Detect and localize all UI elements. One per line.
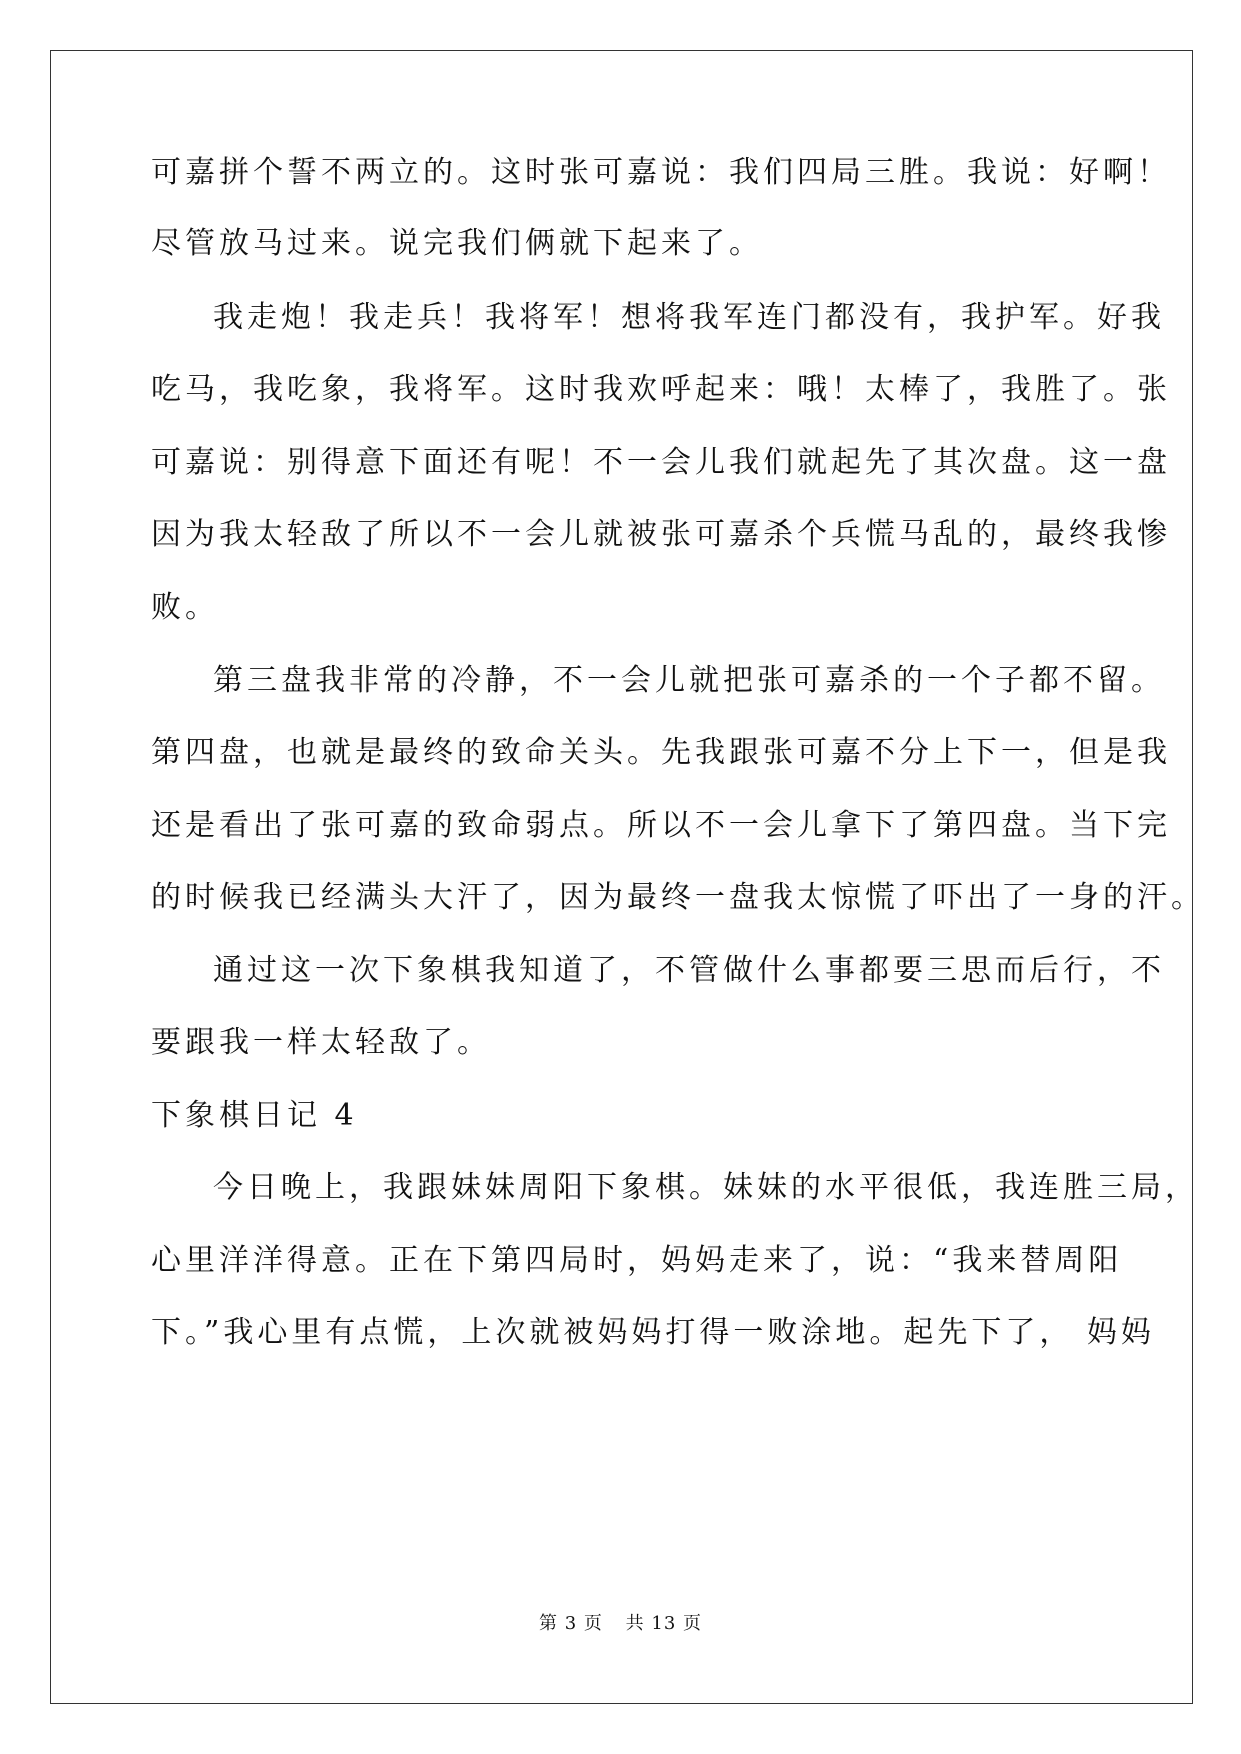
text-line: 尽管放马过来。说完我们俩就下起来了。	[151, 226, 763, 261]
text-line: 吃马，我吃象，我将军。这时我欢呼起来：哦！太棒了，我胜了。张	[151, 372, 1171, 407]
text-line: 要跟我一样太轻敌了。	[151, 1025, 491, 1060]
text-line: 今日晚上，我跟妹妹周阳下象棋。妹妹的水平很低，我连胜三局，	[213, 1170, 1199, 1205]
text-line: 还是看出了张可嘉的致命弱点。所以不一会儿拿下了第四盘。当下完	[151, 808, 1171, 843]
text-line: 通过这一次下象棋我知道了，不管做什么事都要三思而后行，不	[213, 953, 1165, 988]
text-line: 下。”我心里有点慌，上次就被妈妈打得一败涂地。起先下了， 妈妈	[151, 1315, 1155, 1350]
text-line: 因为我太轻敌了所以不一会儿就被张可嘉杀个兵慌马乱的，最终我惨	[151, 517, 1171, 552]
text-line: 可嘉说：别得意下面还有呢！不一会儿我们就起先了其次盘。这一盘	[151, 445, 1171, 480]
page-footer	[0, 1612, 1241, 1636]
text-line: 败。	[151, 590, 219, 625]
text-line: 可嘉拼个誓不两立的。这时张可嘉说：我们四局三胜。我说：好啊！	[151, 155, 1171, 190]
text-line: 第三盘我非常的冷静，不一会儿就把张可嘉杀的一个子都不留。	[213, 663, 1165, 698]
page-number: 第 3 页	[539, 1613, 603, 1634]
text-line: 我走炮！我走兵！我将军！想将我军连门都没有，我护军。好我	[213, 300, 1165, 335]
section-heading: 下象棋日记 4	[151, 1098, 358, 1133]
page-total: 共 13 页	[625, 1613, 702, 1634]
text-line: 第四盘，也就是最终的致命关头。先我跟张可嘉不分上下一，但是我	[151, 735, 1171, 770]
text-line: 的时候我已经满头大汗了，因为最终一盘我太惊慌了吓出了一身的汗。	[151, 880, 1205, 915]
text-line: 心里洋洋得意。正在下第四局时，妈妈走来了，说：“我来替周阳	[151, 1243, 1123, 1278]
